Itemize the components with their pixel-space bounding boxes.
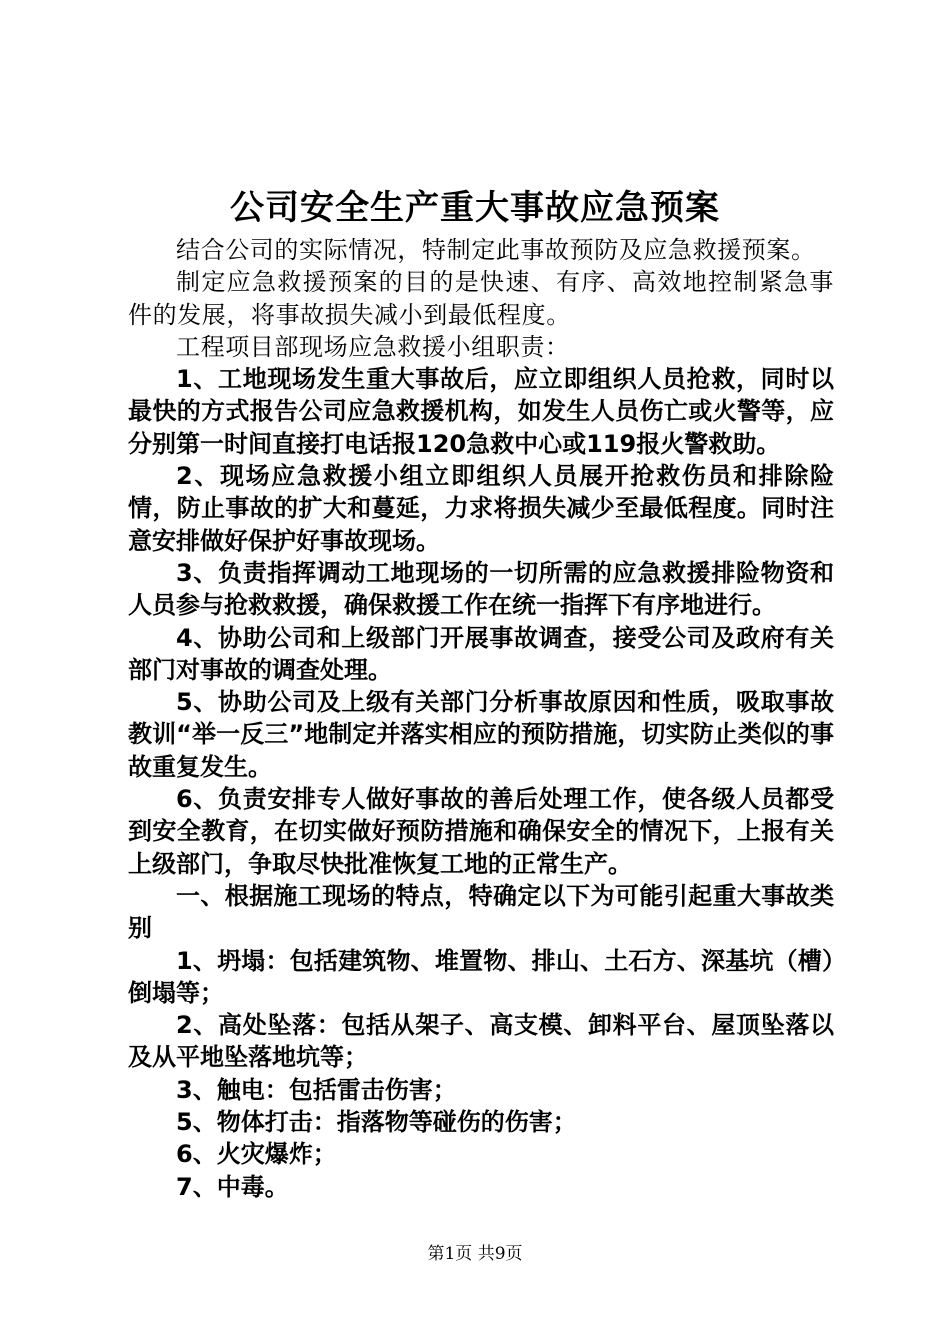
paragraph-purpose: 制定应急救援预案的目的是快速、有序、高效地控制紧急事件的发展，将事故损失减小到最低程度。 <box>128 268 834 329</box>
paragraph-type-poisoning: 7、中毒。 <box>176 1172 289 1201</box>
paragraph-duty-4: 4、协助公司和上级部门开展事故调查，接受公司及政府有关部门对事故的调查处理。 <box>128 623 834 684</box>
page-footer: 第1页 共9页 <box>427 1244 523 1264</box>
paragraph-duty-1: 1、工地现场发生重大事故后，应立即组织人员抢救，同时以最快的方式报告公司应急救援机构，如发生人员伤亡或火警等，应分别第一时间直接打电话报120急救中心或119报火警救助。 <box>128 365 834 458</box>
paragraph-type-collapse: 1、坍塌：包括建筑物、堆置物、排山、土石方、深基坑（槽）倒塌等； <box>128 946 834 1007</box>
paragraph-accident-types-heading: 一、根据施工现场的特点，特确定以下为可能引起重大事故类别 <box>128 881 834 943</box>
paragraph-duty-6: 6、负责安排专人做好事故的善后处理工作，使各级人员都受到安全教育，在切实做好预防措施和确保安全的情况下，上报有关上级部门，争取尽快批准恢复工地的正常生产。 <box>128 785 834 878</box>
paragraph-duty-2: 2、现场应急救援小组立即组织人员展开抢救伤员和排除险情，防止事故的扩大和蔓延，力求将损失减少至最低程度。同时注意安排做好保护好事故现场。 <box>128 462 834 555</box>
paragraph-team-duties-heading: 工程项目部现场应急救援小组职责： <box>176 332 570 361</box>
document-title: 公司安全生产重大事故应急预案 <box>230 188 720 228</box>
paragraph-intro: 结合公司的实际情况，特制定此事故预防及应急救援预案。 <box>176 236 816 264</box>
paragraph-type-fall: 2、高处坠落：包括从架子、高支模、卸料平台、屋顶坠落以及从平地坠落地坑等； <box>128 1011 834 1072</box>
paragraph-type-fire-explosion: 6、火灾爆炸； <box>176 1140 337 1169</box>
document-body <box>128 234 834 1203</box>
paragraph-type-electric-shock: 3、触电：包括雷击伤害； <box>176 1075 457 1104</box>
paragraph-duty-3: 3、负责指挥调动工地现场的一切所需的应急救援排险物资和人员参与抢救救援，确保救援工作在统一指挥下有序地进行。 <box>128 558 834 620</box>
paragraph-type-object-strike: 5、物体打击：指落物等碰伤的伤害； <box>176 1108 577 1137</box>
paragraph-duty-5: 5、协助公司及上级有关部门分析事故原因和性质，吸取事故教训“举一反三”地制定并落实相应的预防措施，切实防止类似的事故重复发生。 <box>128 688 834 781</box>
